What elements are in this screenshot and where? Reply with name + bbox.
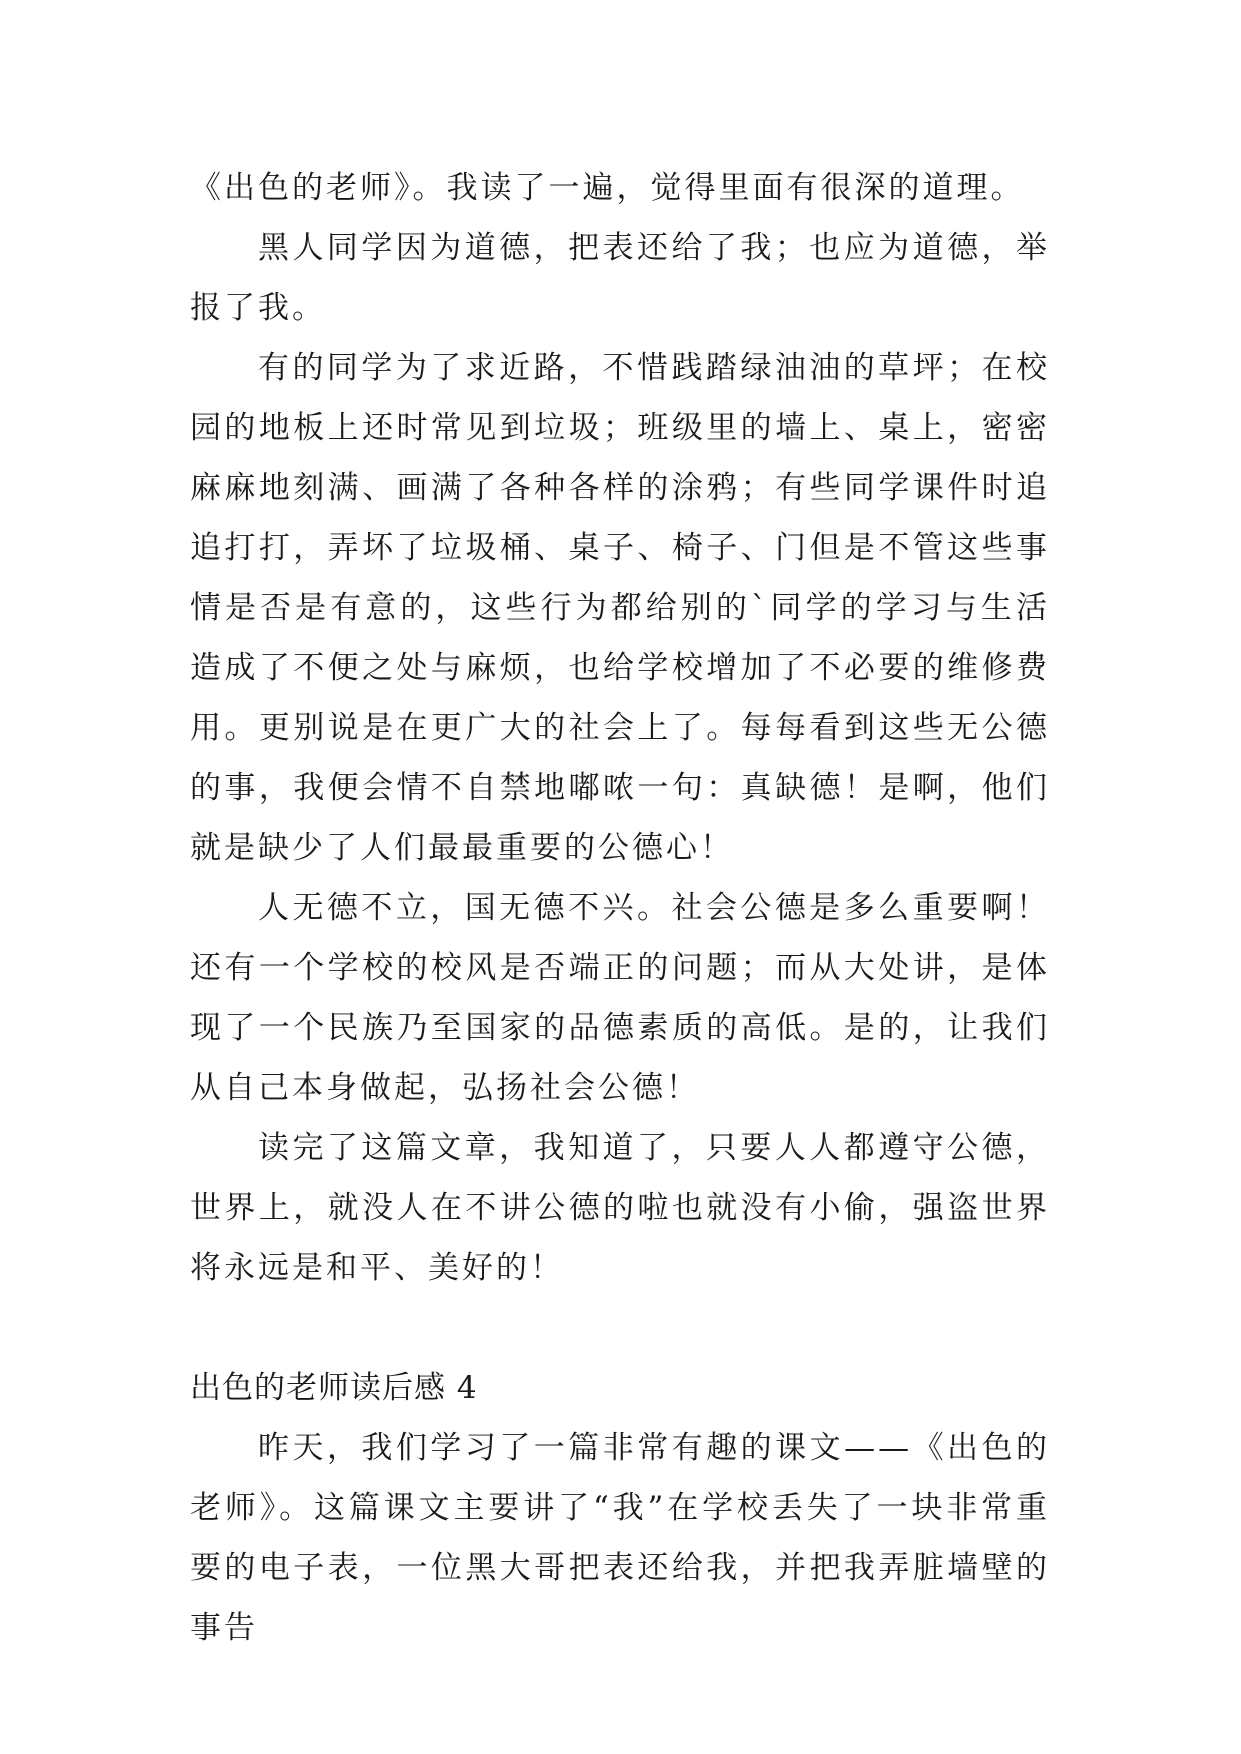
document-body [190, 158, 1050, 1658]
paragraph: 读完了这篇文章，我知道了，只要人人都遵守公德，世界上，就没人在不讲公德的啦也就没有小偷，强盗世界将永远是和平、美好的！ [190, 1130, 1050, 1286]
paragraph: 昨天，我们学习了一篇非常有趣的课文——《出色的老师》。这篇课文主要讲了“我”在学校丢失了一块非常重要的电子表，一位黑大哥把表还给我，并把我弄脏墙壁的事告 [190, 1430, 1050, 1646]
paragraph: 黑人同学因为道德，把表还给了我；也应为道德，举报了我。 [190, 230, 1050, 326]
paragraph: 人无德不立，国无德不兴。社会公德是多么重要啊！还有一个学校的校风是否端正的问题；而从大处讲，是体现了一个民族乃至国家的品德素质的高低。是的，让我们从自己本身做起，弘扬社会公德！ [190, 890, 1050, 1106]
paragraph: 有的同学为了求近路，不惜践踏绿油油的草坪；在校园的地板上还时常见到垃圾；班级里的墙上、桌上，密密麻麻地刻满、画满了各种各样的涂鸦；有些同学课件时追追打打，弄坏了垃圾桶、桌子、椅子、门但是不管这些事情是否是有意的，这些行为都给别的`同学的学习与生活造成了不便之处与麻烦，也给学校增加了不必要的维修费用。更别说是在更广大的社会上了。每每看到这些无公德的事，我便会情不自禁地嘟哝一句：真缺德！是啊，他们就是缺少了人们最最重要的公德心！ [190, 350, 1050, 866]
section-heading: 出色的老师读后感 4 [190, 1370, 478, 1406]
paragraph-continuation: 《出色的老师》。我读了一遍，觉得里面有很深的道理。 [190, 170, 1025, 206]
